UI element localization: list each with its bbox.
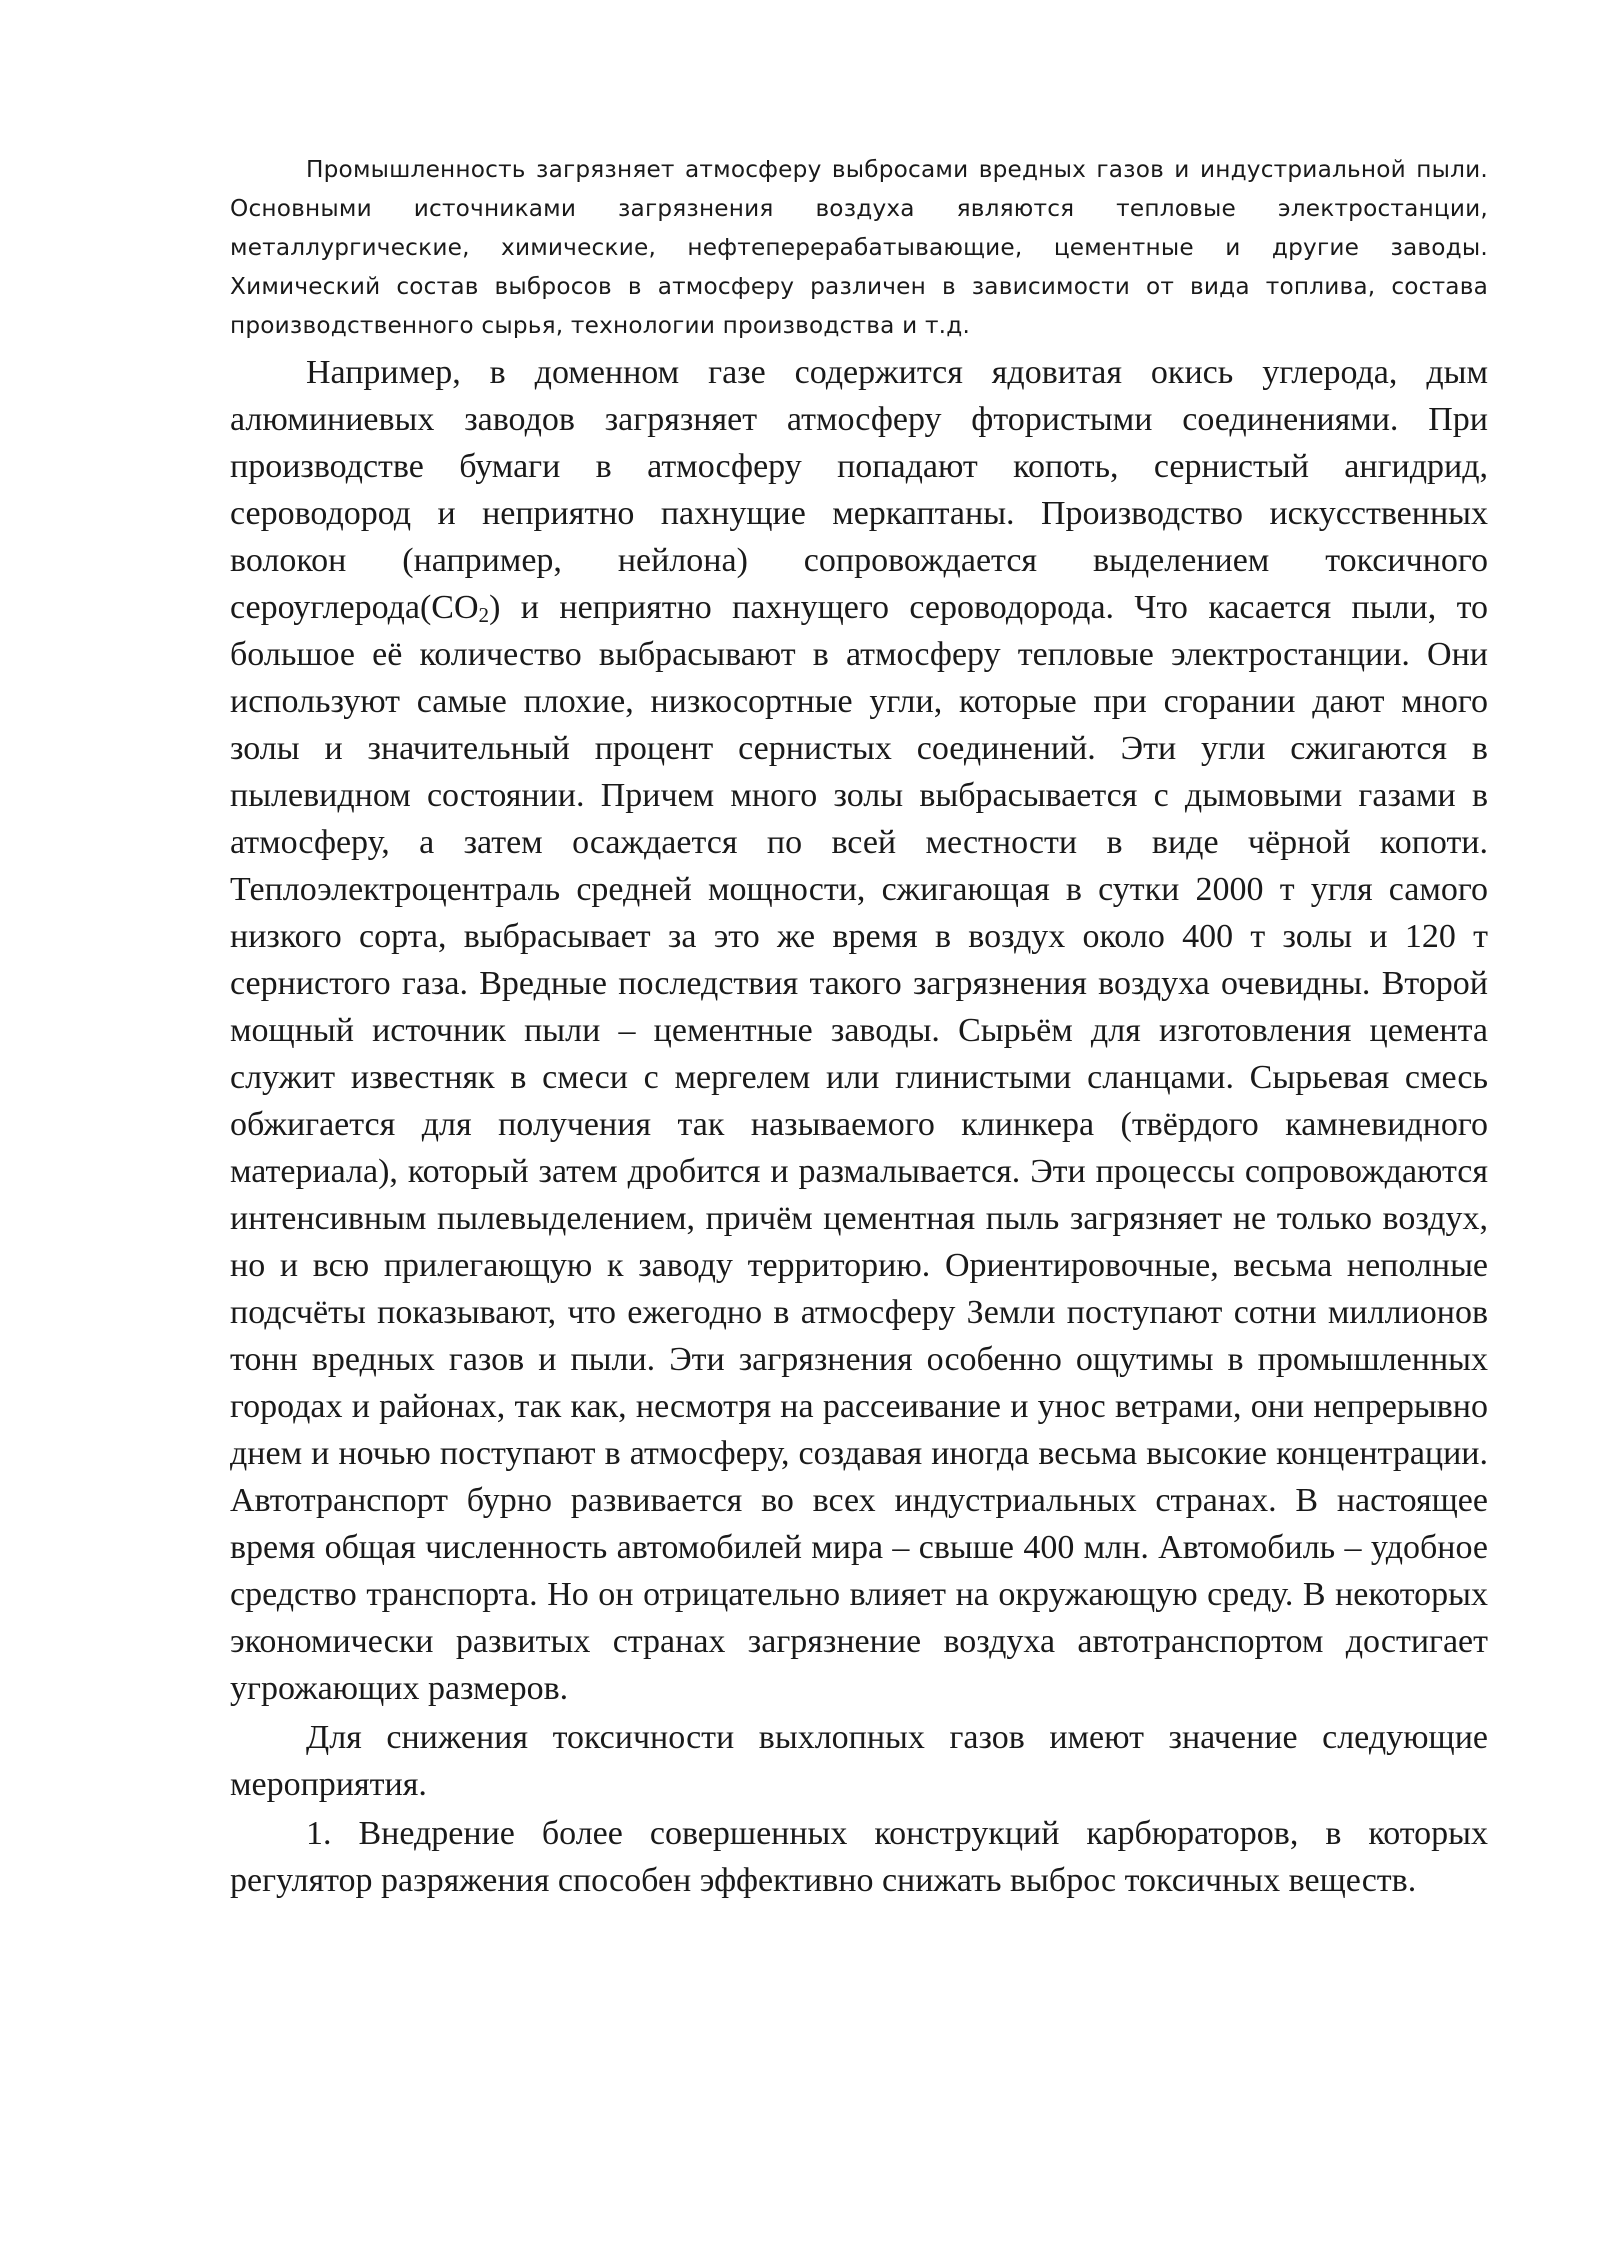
intro-paragraph: Промышленность загрязняет атмосферу выбросами вредных газов и индустриальной пыли. Основными источниками загрязнения воздуха являются тепловые электростанции, металлургические, химические, нефтеперерабатывающие, цементные и другие заводы. Химический состав выбросов в атмосферу различен в зависимости от вида топлива, состава производственного сырья, технологии производства и т.д. (230, 156, 1488, 339)
list-item-1: 1. Внедрение более совершенных конструкций карбюраторов, в которых регулятор разряжения способен эффективно снижать выброс токсичных веществ. (230, 1815, 1488, 1899)
co2-subscript: 2 (478, 603, 490, 628)
measures-paragraph: Для снижения токсичности выхлопных газов имеют значение следующие мероприятия. (230, 1719, 1488, 1803)
main-paragraph (230, 349, 1488, 1712)
main-paragraph-text-part1: Например, в доменном газе содержится ядовитая окись углерода, дым алюминиевых заводов загрязняет атмосферу фтористыми соединениями. При производстве бумаги в атмосферу попадают копоть, сернистый ангидрид, сероводород и неприятно пахнущие меркаптаны. Производство искусственных волокон (например, нейлона) сопровождается выделением токсичного сероуглерода(CO (230, 354, 1488, 626)
document-body (230, 150, 1488, 1904)
main-paragraph-text-part2: ) и неприятно пахнущего сероводорода. Что касается пыли, то большое её количество выбрасывают в атмосферу тепловые электростанции. Они используют самые плохие, низкосортные угли, которые при сгорании дают много золы и значительный процент сернистых соединений. Эти угли сжигаются в пылевидном состоянии. Причем много золы выбрасывается с дымовыми газами в атмосферу, а затем осаждается по всей местности в виде чёрной копоти. Теплоэлектроцентраль средней мощности, сжигающая в сутки 2000 т угля самого низкого сорта, выбрасывает за это же время в воздух около 400 т золы и 120 т сернистого газа. Вредные последствия такого загрязнения воздуха очевидны. Второй мощный источник пыли – цементные заводы. Сырьём для изготовления цемента служит известняк в смеси с мергелем или глинистыми сланцами. Сырьевая смесь обжигается для получения так называемого клинкера (твёрдого камневидного материала), который затем дробится и размалывается. Эти процессы сопровождаются интенсивным пылевыделением, причём цементная пыль загрязняет не только воздух, но и всю прилегающую к заводу территорию. Ориентировочные, весьма неполные подсчёты показывают, что ежегодно в атмосферу Земли поступают сотни миллионов тонн вредных газов и пыли. Эти загрязнения особенно ощутимы в промышленных городах и районах, так как, несмотря на рассеивание и унос ветрами, они непрерывно днем и ночью поступают в атмосферу, создавая иногда весьма высокие концентрации. Автотранспорт бурно развивается во всех индустриальных странах. В настоящее время общая численность автомобилей мира – свыше 400 млн. Автомобиль – удобное средство транспорта. Но он отрицательно влияет на окружающую среду. В некоторых экономически развитых странах загрязнение воздуха автотранспортом достигает угрожающих размеров. (230, 589, 1488, 1707)
